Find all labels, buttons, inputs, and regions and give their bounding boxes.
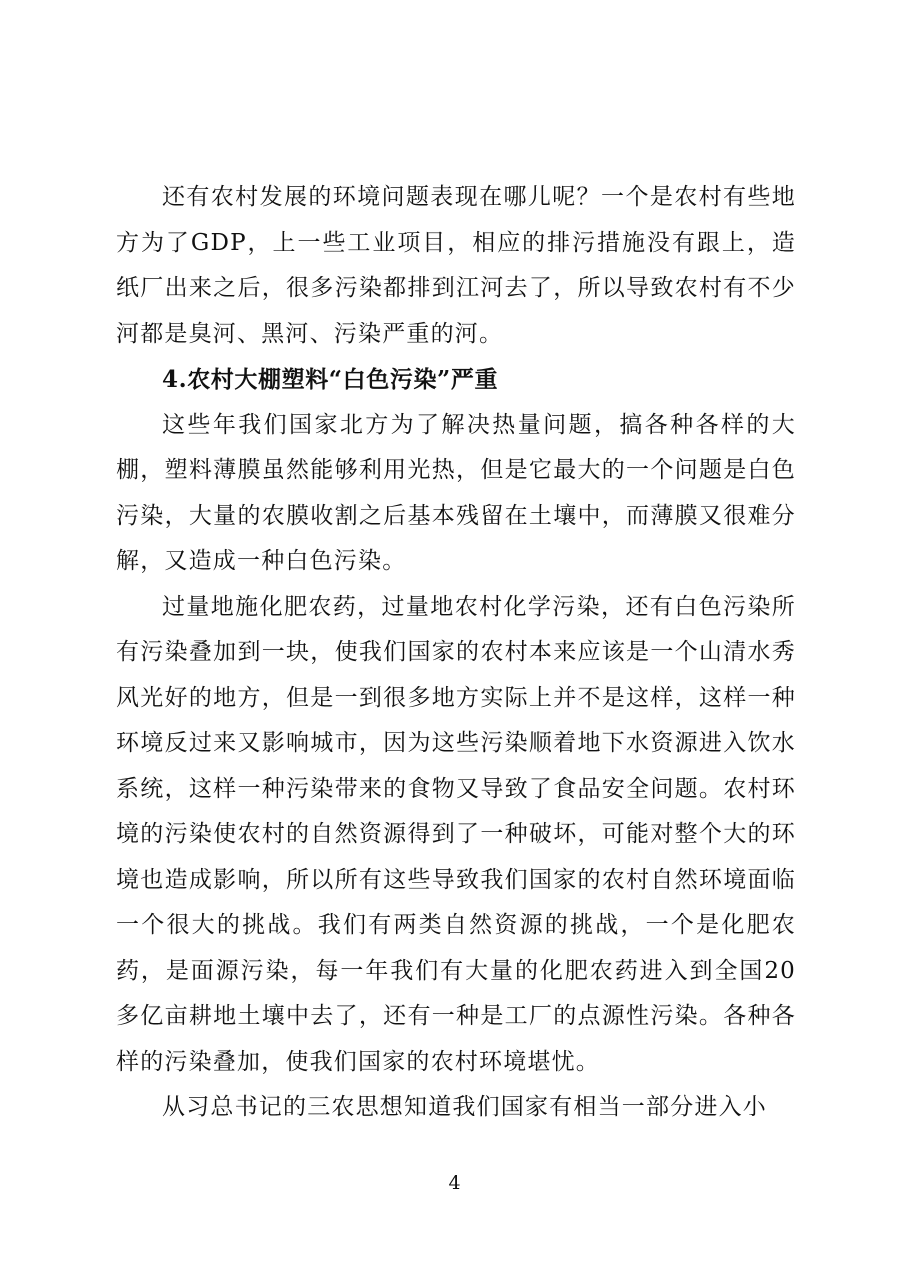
paragraph-three-rural-thought: 从习总书记的三农思想知道我们国家有相当一部分进入小	[162, 1094, 767, 1120]
page-number: 4	[448, 1172, 461, 1194]
section-heading-white-pollution: 4.农村大棚塑料“白色污染”严重	[162, 366, 499, 393]
document-body	[116, 175, 796, 1131]
paragraph-rural-environment-issues: 还有农村发展的环境问题表现在哪儿呢？一个是农村有些地方为了GDP，上一些工业项目，相应的排污措施没有跟上，造纸厂出来之后，很多污染都排到江河去了，所以导致农村有不少河都是臭河、黑河、污染严重的河。	[116, 184, 796, 347]
paragraph-pollution-overlap: 过量地施化肥农药，过量地农村化学污染，还有白色污染所有污染叠加到一块，使我们国家的农村本来应该是一个山清水秀风光好的地方，但是一到很多地方实际上并不是这样，这样一种环境反过来又影响城市，因为这些污染顺着地下水资源进入饮水系统，这样一种污染带来的食物又导致了食品安全问题。农村环境的污染使农村的自然资源得到了一种破坏，可能对整个大的环境也造成影响，所以所有这些导致我们国家的农村自然环境面临一个很大的挑战。我们有两类自然资源的挑战，一个是化肥农药，是面源污染，每一年我们有大量的化肥农药进入到全国20多亿亩耕地土壤中去了，还有一种是工厂的点源性污染。各种各样的污染叠加，使我们国家的农村环境堪忧。	[116, 593, 796, 1075]
paragraph-greenhouse-plastic-film: 这些年我们国家北方为了解决热量问题，搞各种各样的大棚，塑料薄膜虽然能够利用光热，但是它最大的一个问题是白色污染，大量的农膜收割之后基本残留在土壤中，而薄膜又很难分解，又造成一种白色污染。	[116, 411, 796, 574]
